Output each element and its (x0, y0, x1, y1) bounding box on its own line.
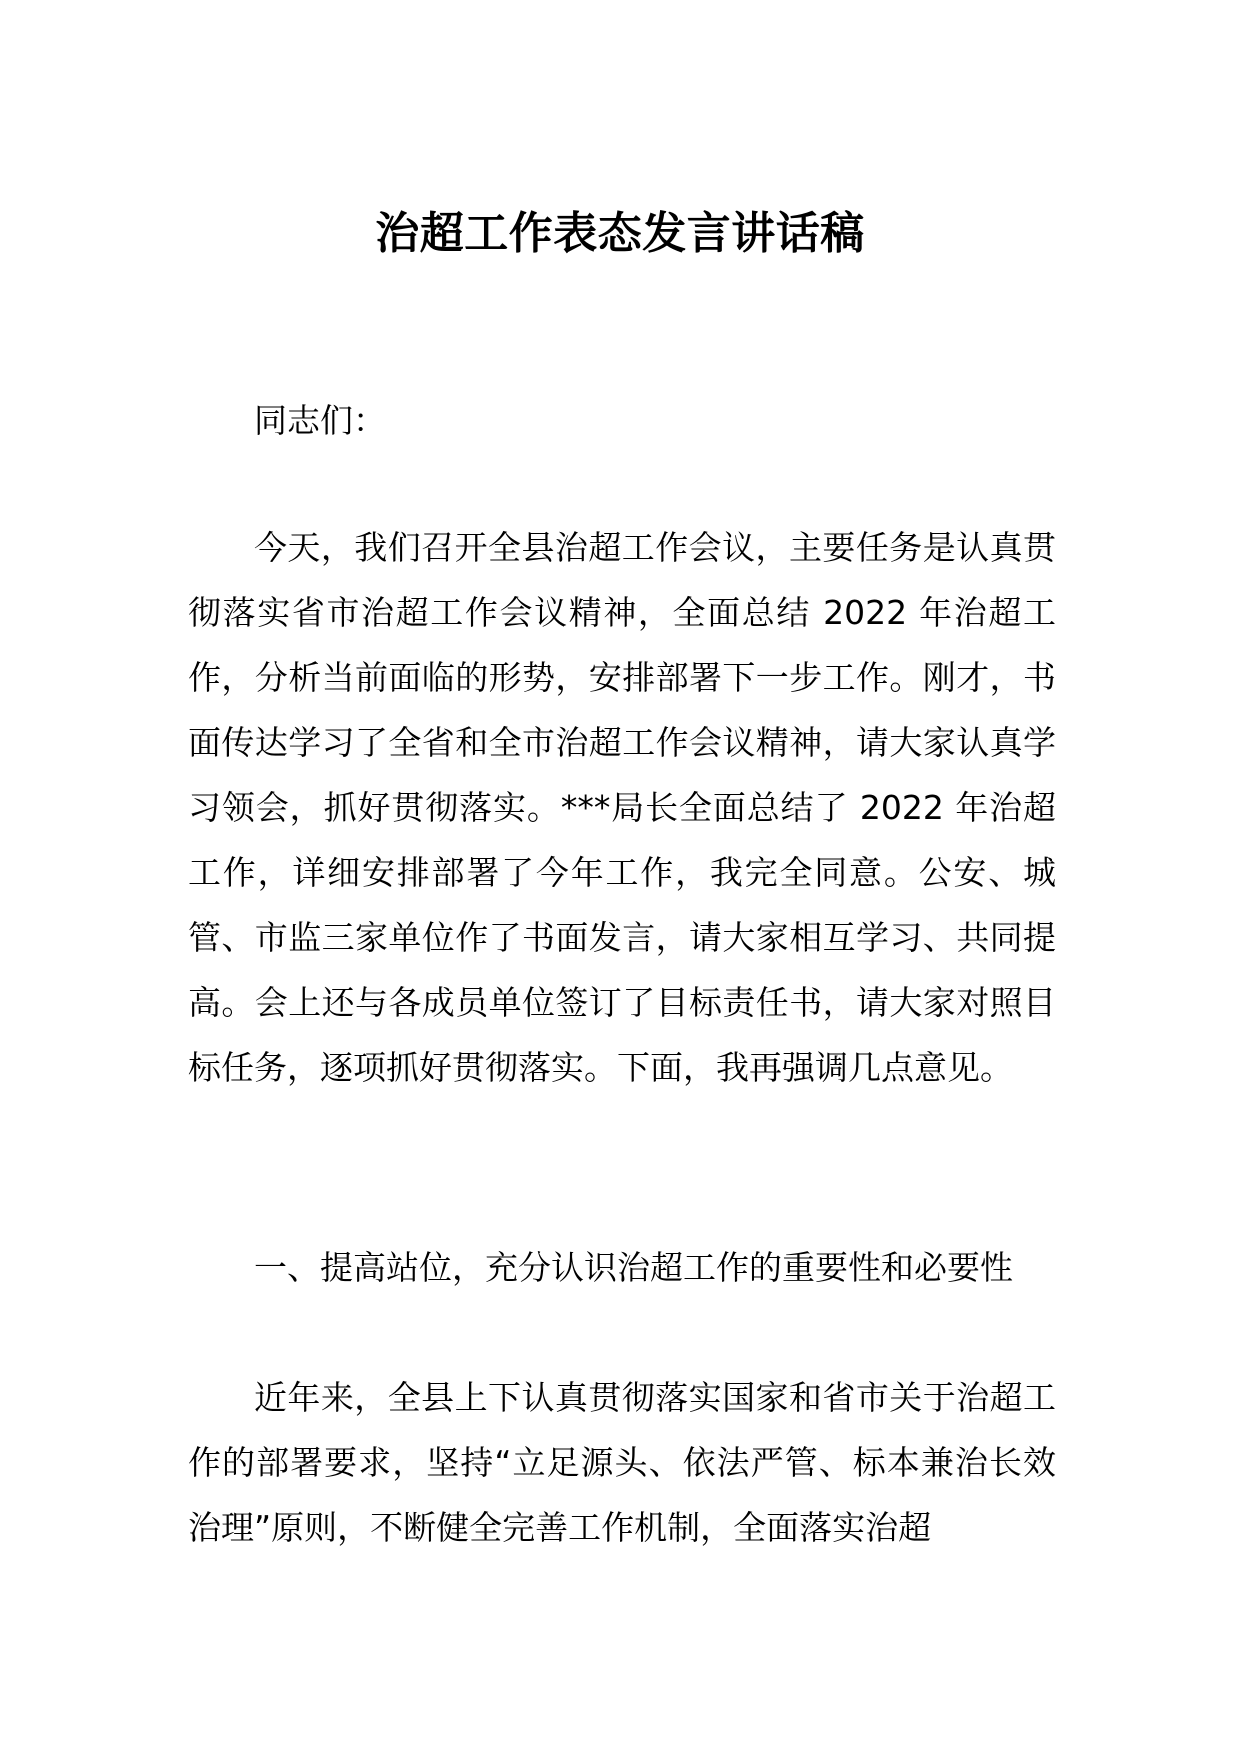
paragraph-intro: 今天，我们召开全县治超工作会议，主要任务是认真贯彻落实省市治超工作会议精神，全面总结 2022 年治超工作，分析当前面临的形势，安排部署下一步工作。刚才，书面传达学习了全省和全市治超工作会议精神，请大家认真学习领会，抓好贯彻落实。***局长全面总结了 2022 年治超工作，详细安排部署了今年工作，我完全同意。公安、城管、市监三家单位作了书面发言，请大家相互学习、共同提高。会上还与各成员单位签订了目标责任书，请大家对照目标任务，逐项抓好贯彻落实。下面，我再强调几点意见。 (188, 528, 1056, 1087)
section-heading-1: 一、提高站位，充分认识治超工作的重要性和必要性 (254, 1248, 1013, 1287)
paragraph-recent: 近年来，全县上下认真贯彻落实国家和省市关于治超工作的部署要求，坚持“立足源头、依法严管、标本兼治长效治理”原则，不断健全完善工作机制，全面落实治超 (188, 1378, 1056, 1547)
salutation: 同志们： (254, 401, 386, 440)
document-title: 治超工作表态发言讲话稿 (375, 208, 865, 259)
